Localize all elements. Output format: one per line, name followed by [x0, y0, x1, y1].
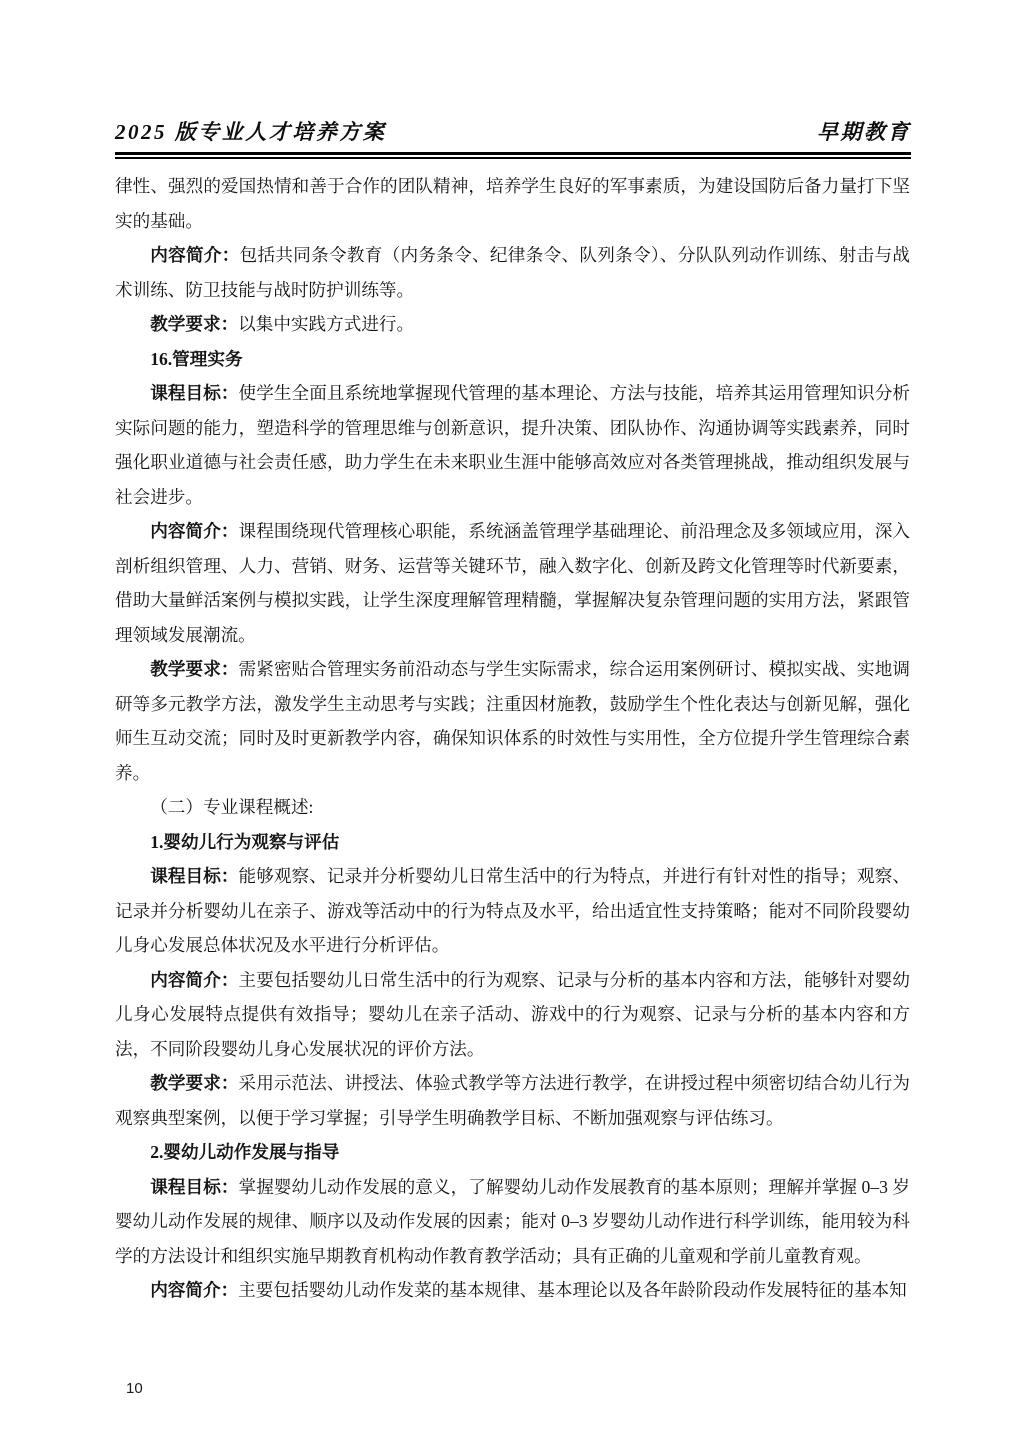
course-heading-16	[115, 342, 910, 377]
rule-bottom-line	[115, 157, 911, 159]
paragraph-text: 课程围绕现代管理核心职能，系统涵盖管理学基础理论、前沿理念及多领域应用，深入剖析组织管理、人力、营销、财务、运营等关键环节，融入数字化、创新及跨文化管理等时代新要素，借助大量鲜活案例与模拟实践，让学生深度理解管理精髓，掌握解决复杂管理问题的实用方法，紧跟管理领域发展潮流。	[115, 521, 910, 645]
paragraph-text: 掌握婴幼儿动作发展的意义，了解婴幼儿动作发展教育的基本原则；理解并掌握 0–3 岁婴幼儿动作发展的规律、顺序以及动作发展的因素；能对 0–3 岁婴幼儿动作进行科学训练，能用较为科学的方法设计和组织实施早期教育机构动作教育教学活动；具有正确的儿童观和学前儿童教育观。	[115, 1176, 910, 1266]
paragraph-text: 律性、强烈的爱国热情和善于合作的团队精神，培养学生良好的军事素质，为建设国防后备力量打下坚实的基础。	[115, 176, 910, 231]
paragraph-label: 教学要求：	[150, 1073, 239, 1093]
paragraph-text: 以集中实践方式进行。	[238, 314, 415, 334]
heading-text: 16.管理实务	[150, 348, 243, 369]
course-heading-2	[115, 1135, 910, 1170]
paragraph-continuation	[115, 169, 910, 238]
paragraph-content-intro	[115, 963, 910, 1067]
paragraph-text: 使学生全面且系统地掌握现代管理的基本理论、方法与技能，培养其运用管理知识分析实际问题的能力，塑造科学的管理思维与创新意识，提升决策、团队协作、沟通协调等实践素养，同时强化职业道德与社会责任感，助力学生在未来职业生涯中能够高效应对各类管理挑战，推动组织发展与社会进步。	[115, 383, 910, 507]
paragraph-teaching-req	[115, 652, 910, 790]
paragraph-label: 课程目标：	[150, 383, 239, 403]
heading-text: 1.婴幼儿行为观察与评估	[150, 831, 340, 852]
paragraph-label: 内容简介：	[150, 245, 240, 265]
paragraph-text: 包括共同条令教育（内务条令、纪律条令、队列条令）、分队队列动作训练、射击与战术训练、防卫技能与战时防护训练等。	[115, 245, 910, 300]
course-heading-1	[115, 825, 910, 860]
header-row	[115, 116, 911, 146]
paragraph-text: 主要包括婴幼儿动作发菜的基本规律、基本理论以及各年龄阶段动作发展特征的基本知	[238, 1280, 907, 1300]
paragraph-course-goal	[115, 376, 910, 514]
paragraph-label: 内容简介：	[150, 1280, 239, 1300]
paragraph-teaching-req	[115, 307, 910, 342]
paragraph-content-intro	[115, 514, 910, 652]
paragraph-text: 主要包括婴幼儿日常生活中的行为观察、记录与分析的基本内容和方法，能够针对婴幼儿身心发展特点提供有效指导；婴幼儿在亲子活动、游戏中的行为观察、记录与分析的基本内容和方法，不同阶段婴幼儿身心发展状况的评价方法。	[115, 969, 910, 1059]
paragraph-text: 采用示范法、讲授法、体验式教学等方法进行教学，在讲授过程中须密切结合幼儿行为观察典型案例，以便于学习掌握；引导学生明确教学目标、不断加强观察与评估练习。	[115, 1073, 910, 1128]
paragraph-text: 需紧密贴合管理实务前沿动态与学生实际需求，综合运用案例研讨、模拟实战、实地调研等多元教学方法，激发学生主动思考与实践；注重因材施教，鼓励学生个性化表达与创新见解，强化师生互动交流；同时及时更新教学内容，确保知识体系的时效性与实用性，全方位提升学生管理综合素养。	[115, 659, 910, 783]
paragraph-course-goal	[115, 1170, 910, 1274]
paragraph-label: 内容简介：	[150, 969, 239, 990]
header-title-right: 早期教育	[817, 120, 911, 144]
paragraph-label: 课程目标：	[150, 866, 239, 886]
paragraph-label: 内容简介：	[150, 521, 239, 541]
paragraph-text: 能够观察、记录并分析婴幼儿日常生活中的行为特点，并进行有针对性的指导；观察、记录并分析婴幼儿在亲子、游戏等活动中的行为特点及水平，给出适宜性支持策略；能对不同阶段婴幼儿身心发展总体状况及水平进行分析评估。	[115, 866, 910, 955]
paragraph-label: 课程目标：	[150, 1176, 239, 1197]
paragraph-content-intro	[115, 1273, 910, 1308]
section-subtitle-text: （二）专业课程概述:	[150, 797, 314, 817]
heading-text: 2.婴幼儿动作发展与指导	[150, 1142, 340, 1162]
paragraph-label: 教学要求：	[150, 659, 239, 679]
page-header	[115, 116, 911, 159]
section-subtitle	[115, 790, 910, 825]
header-title-left: 2025 版专业人才培养方案	[115, 120, 387, 144]
paragraph-course-goal	[115, 859, 910, 963]
header-double-rule	[115, 152, 911, 159]
paragraph-content-intro	[115, 238, 910, 307]
document-body	[115, 169, 910, 1308]
paragraph-teaching-req	[115, 1066, 910, 1135]
page-number: 10	[126, 1380, 143, 1397]
paragraph-label: 教学要求：	[150, 314, 239, 334]
